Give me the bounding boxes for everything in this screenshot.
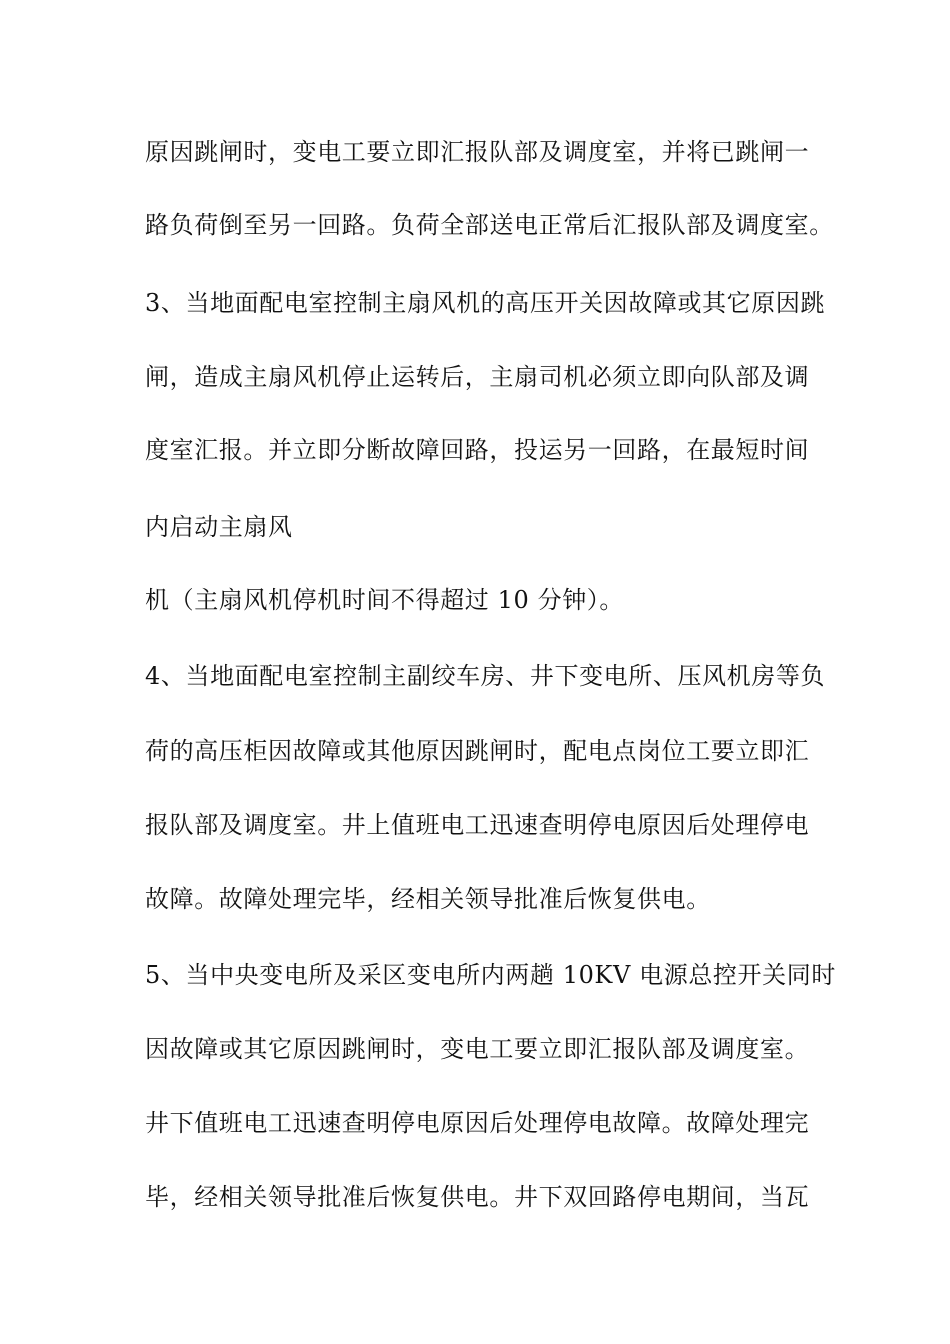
text-line: 5、当中央变电所及采区变电所内两趟 10KV 电源总控开关同时 (145, 961, 836, 989)
text-line: 内启动主扇风 (145, 513, 293, 541)
text-line: 4、当地面配电室控制主副绞车房、井下变电所、压风机房等负 (145, 662, 826, 690)
text-line: 故障。故障处理完毕，经相关领导批准后恢复供电。 (145, 885, 711, 913)
text-line: 因故障或其它原因跳闸时，变电工要立即汇报队部及调度室。 (145, 1035, 810, 1063)
text-line: 毕，经相关领导批准后恢复供电。井下双回路停电期间，当瓦 (145, 1183, 810, 1211)
text-line: 3、当地面配电室控制主扇风机的高压开关因故障或其它原因跳 (145, 289, 826, 317)
text-line: 度室汇报。并立即分断故障回路，投运另一回路，在最短时间 (145, 436, 810, 464)
text-line: 原因跳闸时，变电工要立即汇报队部及调度室，并将已跳闸一 (145, 138, 810, 166)
text-line: 井下值班电工迅速查明停电原因后处理停电故障。故障处理完 (145, 1109, 810, 1137)
text-line: 闸，造成主扇风机停止运转后，主扇司机必须立即向队部及调 (145, 363, 810, 391)
text-line: 机（主扇风机停机时间不得超过 10 分钟）。 (145, 586, 624, 614)
text-line: 荷的高压柜因故障或其他原因跳闸时，配电点岗位工要立即汇 (145, 737, 810, 765)
text-line: 报队部及调度室。井上值班电工迅速查明停电原因后处理停电 (145, 811, 810, 839)
text-line: 路负荷倒至另一回路。负荷全部送电正常后汇报队部及调度室。 (145, 211, 834, 239)
